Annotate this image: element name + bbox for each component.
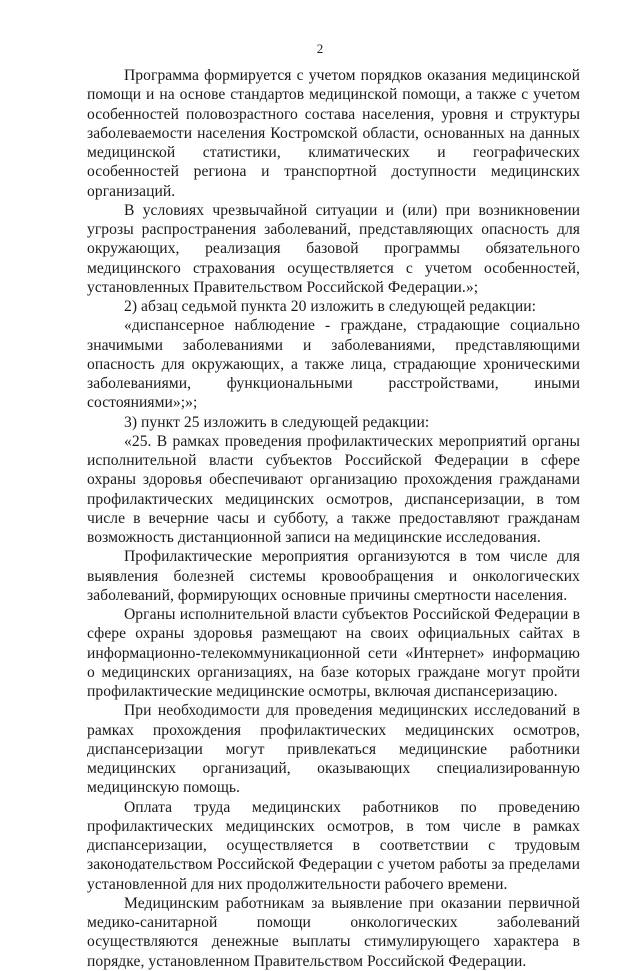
paragraph: 3) пункт 25 изложить в следующей редакции: [124, 413, 430, 431]
paragraph: При необходимости для проведения медицинских исследований в рамках прохождения профилактических медицинских осмотров, диспансеризации могут привлекаться медицинские работники медицинских организаций, оказывающих специализированную медицинскую помощь. [87, 702, 580, 797]
paragraph: Программа формируется с учетом порядков оказания медицинской помощи и на основе стандартов медицинской помощи, а также с учетом особенностей половозрастного состава населения, уровня и структуры заболеваемости населения Костромской области, основанных на данных медицинской статистики, климатических и географических особенностей региона и транспортной доступности медицинских организаций. [87, 67, 580, 200]
paragraph: Профилактические мероприятия организуются в том числе для выявления болезней системы кровообращения и онкологических заболеваний, формирующих основные причины смертности населения. [87, 548, 580, 604]
paragraph: «25. В рамках проведения профилактических мероприятий органы исполнительной власти субъектов Российской Федерации в сфере охраны здоровья обеспечивают организацию прохождения гражданами профилактических медицинских осмотров, диспансеризации, в том числе в вечерние часы и субботу, а также предоставляют гражданам возможность дистанционной записи на медицинские исследования. [87, 432, 580, 546]
paragraph: Органы исполнительной власти субъектов Российской Федерации в сфере охраны здоровья размещают на своих официальных сайтах в информационно-телекоммуникационной сети «Интернет» информацию о медицинских организациях, на базе которых граждане могут пройти профилактические медицинские осмотры, включая диспансеризацию. [87, 606, 580, 700]
paragraph: 2) абзац седьмой пункта 20 изложить в следующей редакции: [124, 298, 537, 315]
paragraph: Оплата труда медицинских работников по проведению профилактических медицинских осмотров, в том числе в рамках диспансеризации, осуществляется в соответствии с трудовым законодательством Российской Федерации с учетом работы за пределами установленной для них продолжительности рабочего времени. [87, 798, 580, 893]
paragraph: Медицинским работникам за выявление при оказании первичной медико-санитарной помощи онкологических заболеваний осуществляются денежные выплаты стимулирующего характера в порядке, установленном Правительством Российской Федерации. [87, 894, 580, 970]
page-number: 2 [316, 41, 324, 56]
paragraph: В условиях чрезвычайной ситуации и (или) при возникновении угрозы распространения заболеваний, представляющих опасность для окружающих, реализация базовой программы обязательного медицинского страхования осуществляется с учетом особенностей, установленных Правительством Российской Федерации.»; [87, 201, 580, 296]
paragraph: «диспансерное наблюдение - граждане, страдающие социально значимыми заболеваниями и заболеваниями, представляющими опасность для окружающих, а также лица, страдающие хроническими заболеваниями, функциональными расстройствами, иными состояниями»;»; [87, 317, 580, 412]
